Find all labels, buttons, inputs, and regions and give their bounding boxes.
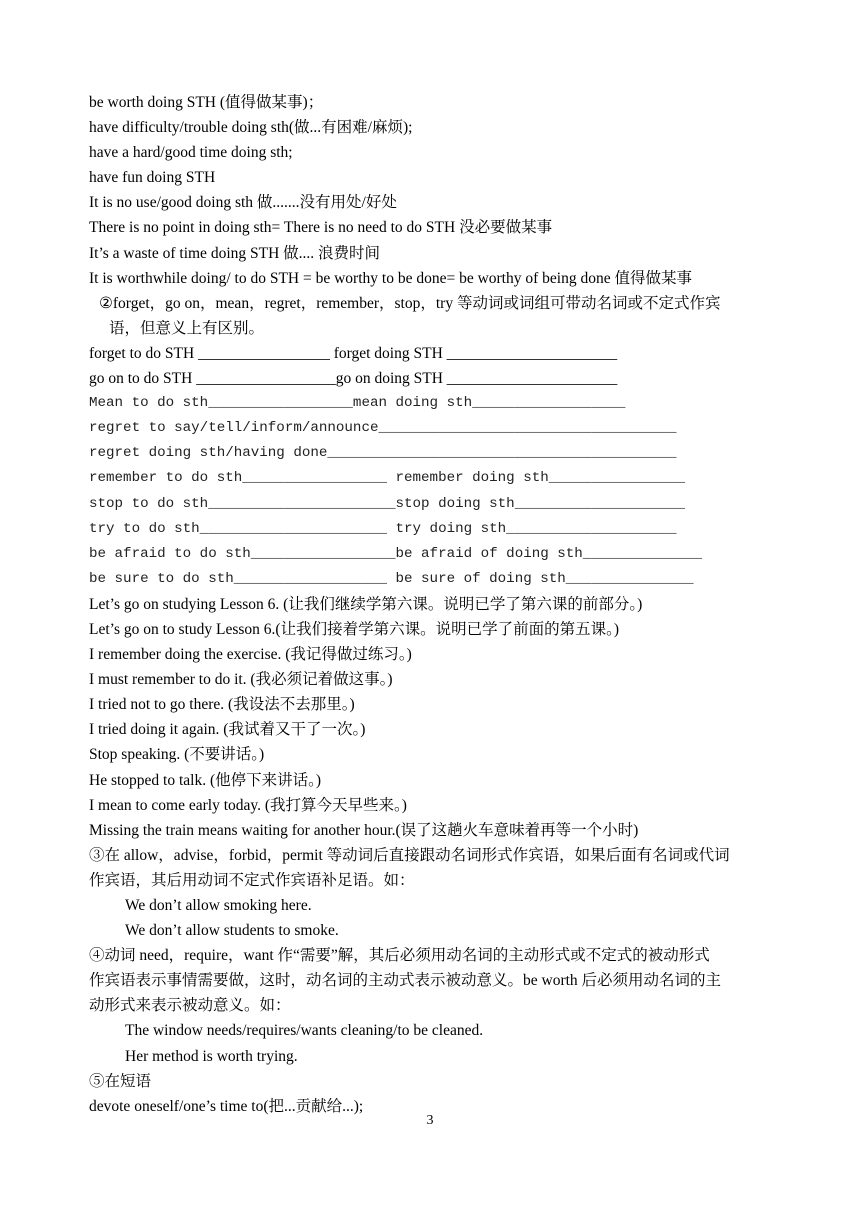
point-5-line-2: devote oneself/one’s time to(把...贡献给...); [89, 1097, 364, 1115]
page-content [89, 90, 779, 1119]
blank-exercise-line: be afraid to do sth_________________be afraid of doing sth______________ [89, 545, 702, 562]
example-sentence: I must remember to do it. (我必须记着做这事。) [89, 671, 393, 689]
point-3-line-2: 作宾语，其后用动词不定式作宾语补足语。如： [89, 871, 415, 889]
blank-exercise-line: Mean to do sth_________________mean doing sth__________________ [89, 395, 626, 412]
text-line: have fun doing STH [89, 169, 216, 187]
text-line: It’s a waste of time doing STH 做.... 浪费时间 [89, 244, 381, 262]
text-line: have a hard/good time doing sth; [89, 144, 293, 162]
example-sentence: I tried not to go there. (我设法不去那里。) [89, 696, 355, 714]
example-sentence: Missing the train means waiting for another hour.(误了这趟火车意味着再等一个小时) [89, 821, 639, 839]
blank-exercise-line: go on to do STH __________________go on doing STH ______________________ [89, 370, 618, 388]
blank-exercise-line: regret to say/tell/inform/announce___________________________________ [89, 420, 677, 437]
blank-exercise-line: stop to do sth______________________stop doing sth____________________ [89, 495, 685, 512]
page-number: 3 [426, 1113, 434, 1128]
blank-exercise-line: forget to do STH _________________ forget doing STH ______________________ [89, 344, 618, 362]
example-sentence: He stopped to talk. (他停下来讲话。) [89, 771, 322, 789]
point-3-example-1: We don’t allow smoking here. [125, 897, 312, 914]
text-line: It is worthwhile doing/ to do STH = be worthy to be done= be worthy of being done 值得做某事 [89, 269, 692, 287]
point-3-line-1: ③在 allow，advise，forbid，permit 等动词后直接跟动名词形式作宾语，如果后面有名词或代词 [89, 846, 730, 864]
point-4-line-3: 动形式来表示被动意义。如： [89, 997, 291, 1015]
example-sentence: I remember doing the exercise. (我记得做过练习。) [89, 646, 412, 664]
text-line: be worth doing STH (值得做某事)； [89, 94, 324, 111]
point-2-line-2: 语，但意义上有区别。 [109, 319, 265, 337]
example-sentence: I mean to come early today. (我打算今天早些来。) [89, 796, 407, 814]
blank-exercise-line: regret doing sth/having done_________________________________________ [89, 445, 677, 462]
blank-exercise-line: be sure to do sth__________________ be sure of doing sth_______________ [89, 570, 694, 587]
blank-exercise-line: remember to do sth_________________ remember doing sth________________ [89, 470, 685, 487]
point-3-example-2: We don’t allow students to smoke. [125, 922, 339, 940]
text-line: There is no point in doing sth= There is no need to do STH 没必要做某事 [89, 219, 553, 237]
point-4-line-1: ④动词 need，require，want 作“需要”解，其后必须用动名词的主动形式或不定式的被动形式 [89, 947, 710, 965]
blank-exercise-line: try to do sth______________________ try doing sth____________________ [89, 520, 677, 537]
point-4-line-2: 作宾语表示事情需要做，这时，动名词的主动式表示被动意义。be worth 后必须用动名词的主 [89, 972, 722, 990]
example-sentence: Let’s go on to study Lesson 6.(让我们接着学第六课。说明已学了前面的第五课。) [89, 620, 619, 638]
point-5-line-1: ⑤在短语 [89, 1072, 152, 1090]
text-line: have difficulty/trouble doing sth(做...有困难/麻烦); [89, 119, 413, 137]
example-sentence: Let’s go on studying Lesson 6. (让我们继续学第六课。说明已学了第六课的前部分。) [89, 595, 643, 613]
point-4-example-2: Her method is worth trying. [125, 1047, 298, 1065]
example-sentence: Stop speaking. (不要讲话。) [89, 746, 265, 764]
point-4-example-1: The window needs/requires/wants cleaning/to be cleaned. [125, 1022, 484, 1040]
example-sentence: I tried doing it again. (我试着又干了一次。) [89, 721, 366, 739]
text-line: It is no use/good doing sth 做.......没有用处/好处 [89, 194, 397, 212]
point-2-line-1: ②forget，go on，mean，regret，remember，stop，try 等动词或词组可带动名词或不定式作宾 [99, 294, 721, 312]
